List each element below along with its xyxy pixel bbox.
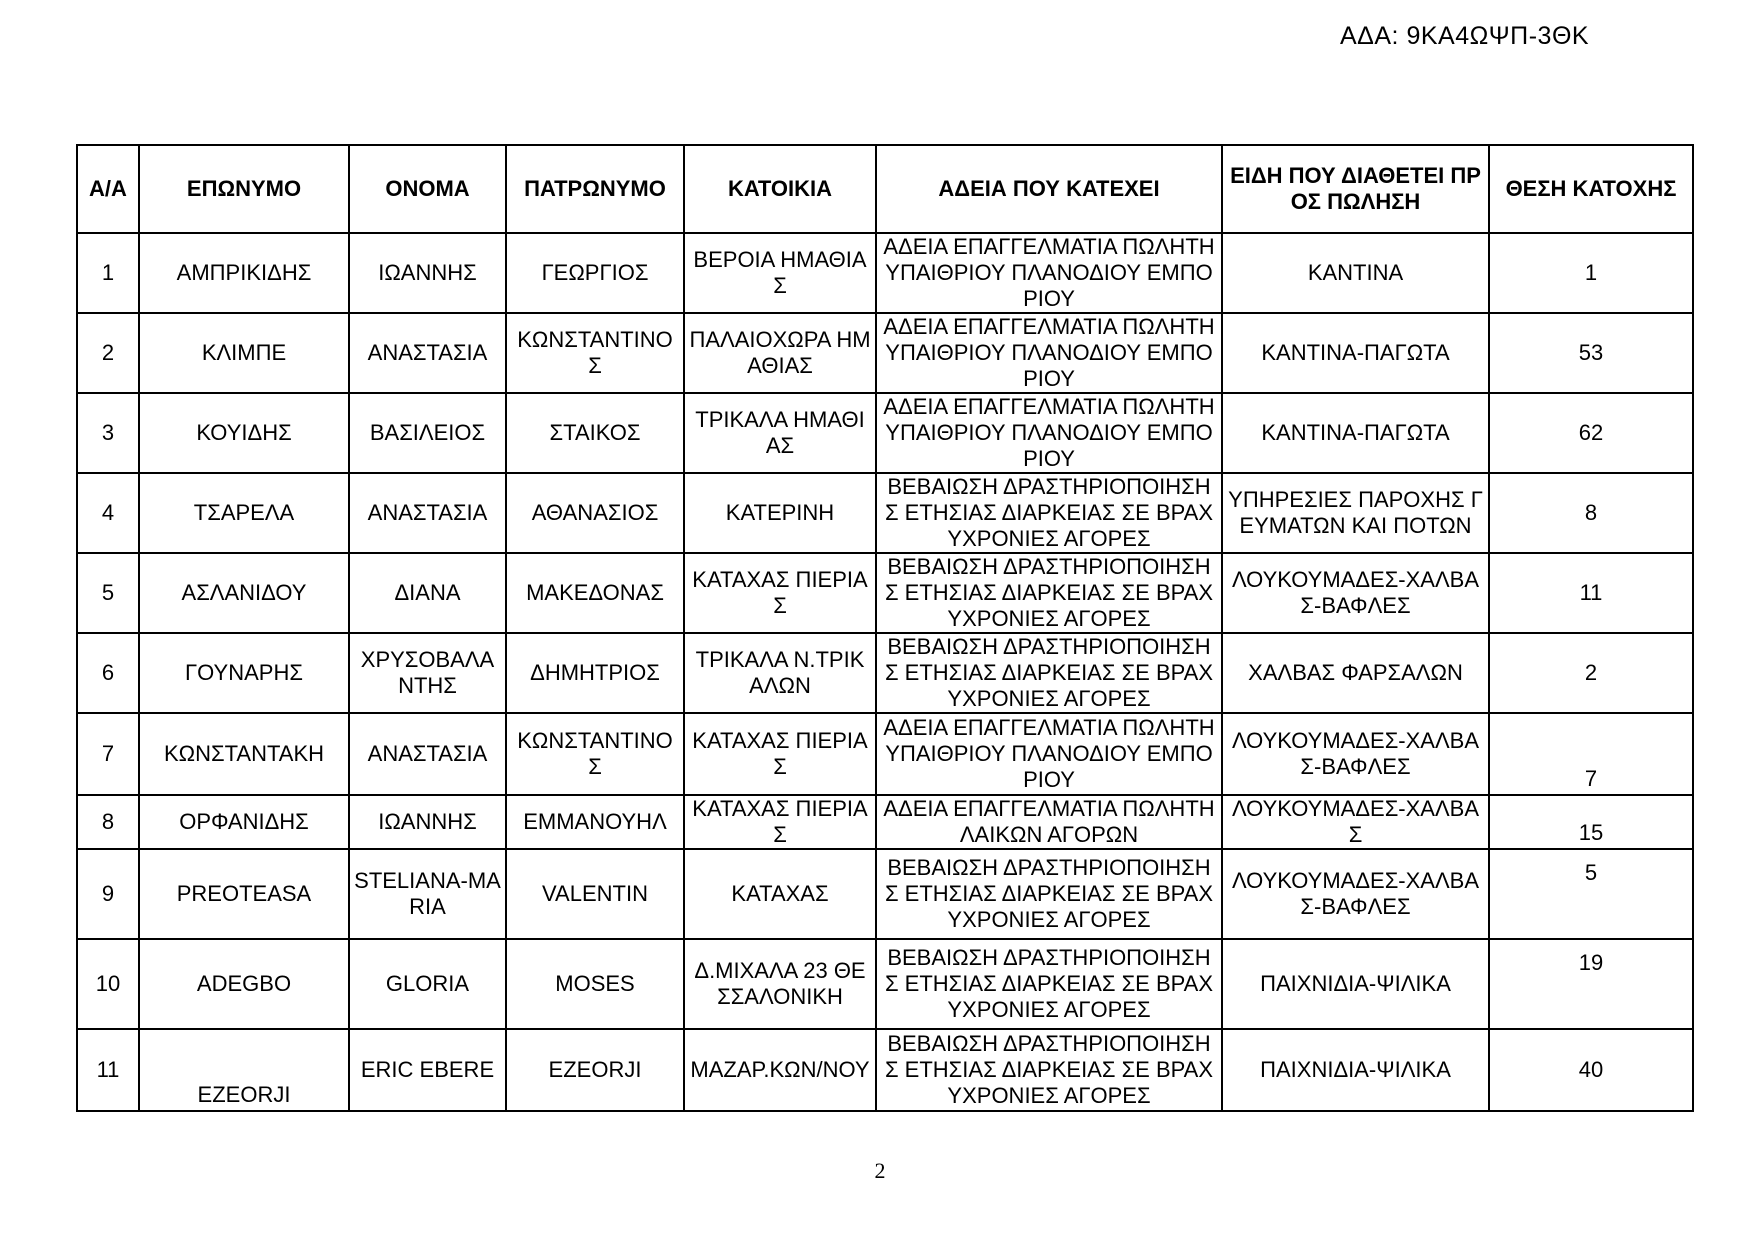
cell-onoma: ERIC EBERE bbox=[349, 1029, 506, 1111]
cell-aa: 11 bbox=[77, 1029, 139, 1111]
col-header-onoma: ΟΝΟΜΑ bbox=[349, 145, 506, 233]
cell-patronymo: ΔΗΜΗΤΡΙΟΣ bbox=[506, 633, 684, 713]
table-row bbox=[77, 795, 1693, 849]
cell-eponymo: ΚΩΝΣΤΑΝΤΑΚΗ bbox=[139, 713, 349, 795]
cell-eponymo: ΑΜΠΡΙΚΙΔΗΣ bbox=[139, 233, 349, 313]
ada-code: ΑΔΑ: 9ΚΑ4ΩΨΠ-3ΘΚ bbox=[1340, 22, 1590, 50]
cell-eidi: ΛΟΥΚΟΥΜΑΔΕΣ-ΧΑΛΒΑΣ-ΒΑΦΛΕΣ bbox=[1222, 713, 1489, 795]
cell-aa: 4 bbox=[77, 473, 139, 553]
cell-onoma: ΙΩΑΝΝΗΣ bbox=[349, 233, 506, 313]
cell-eidi: ΛΟΥΚΟΥΜΑΔΕΣ-ΧΑΛΒΑΣ-ΒΑΦΛΕΣ bbox=[1222, 849, 1489, 939]
cell-eponymo: ΑΣΛΑΝΙΔΟΥ bbox=[139, 553, 349, 633]
cell-eponymo: ΓΟΥΝΑΡΗΣ bbox=[139, 633, 349, 713]
cell-eponymo: ΟΡΦΑΝΙΔΗΣ bbox=[139, 795, 349, 849]
table-row bbox=[77, 473, 1693, 553]
cell-thesi: 53 bbox=[1489, 313, 1693, 393]
cell-eidi: ΚΑΝΤΙΝΑ-ΠΑΓΩΤΑ bbox=[1222, 313, 1489, 393]
col-header-katoikia: ΚΑΤΟΙΚΙΑ bbox=[684, 145, 876, 233]
cell-eidi: ΛΟΥΚΟΥΜΑΔΕΣ-ΧΑΛΒΑΣ bbox=[1222, 795, 1489, 849]
col-header-aa: Α/Α bbox=[77, 145, 139, 233]
cell-patronymo: ΣΤΑΙΚΟΣ bbox=[506, 393, 684, 473]
table-header-row bbox=[77, 145, 1693, 233]
cell-onoma: ΙΩΑΝΝΗΣ bbox=[349, 795, 506, 849]
cell-eidi: ΚΑΝΤΙΝΑ bbox=[1222, 233, 1489, 313]
cell-adeia: ΑΔΕΙΑ ΕΠΑΓΓΕΛΜΑΤΙΑ ΠΩΛΗΤΗ ΥΠΑΙΘΡΙΟΥ ΠΛΑΝΟΔΙΟΥ ΕΜΠΟΡΙΟΥ bbox=[876, 233, 1222, 313]
cell-katoikia: ΚΑΤΑΧΑΣ ΠΙΕΡΙΑΣ bbox=[684, 553, 876, 633]
cell-eidi: ΥΠΗΡΕΣΙΕΣ ΠΑΡΟΧΗΣ ΓΕΥΜΑΤΩΝ ΚΑΙ ΠΟΤΩΝ bbox=[1222, 473, 1489, 553]
cell-aa: 10 bbox=[77, 939, 139, 1029]
cell-aa: 9 bbox=[77, 849, 139, 939]
cell-adeia: ΒΕΒΑΙΩΣΗ ΔΡΑΣΤΗΡΙΟΠΟΙΗΣΗΣ ΕΤΗΣΙΑΣ ΔΙΑΡΚΕΙΑΣ ΣΕ ΒΡΑΧΥΧΡΟΝΙΕΣ ΑΓΟΡΕΣ bbox=[876, 1029, 1222, 1111]
cell-eidi: ΠΑΙΧΝΙΔΙΑ-ΨΙΛΙΚΑ bbox=[1222, 939, 1489, 1029]
cell-thesi: 40 bbox=[1489, 1029, 1693, 1111]
cell-onoma: ΔΙΑΝΑ bbox=[349, 553, 506, 633]
table-row bbox=[77, 233, 1693, 313]
cell-aa: 3 bbox=[77, 393, 139, 473]
cell-patronymo: VALENTIN bbox=[506, 849, 684, 939]
col-header-patronymo: ΠΑΤΡΩΝΥΜΟ bbox=[506, 145, 684, 233]
cell-patronymo: ΚΩΝΣΤΑΝΤΙΝΟΣ bbox=[506, 313, 684, 393]
cell-katoikia: ΚΑΤΑΧΑΣ bbox=[684, 849, 876, 939]
cell-patronymo: ΚΩΝΣΤΑΝΤΙΝΟΣ bbox=[506, 713, 684, 795]
table-row bbox=[77, 393, 1693, 473]
cell-eponymo: ΚΟΥΙΔΗΣ bbox=[139, 393, 349, 473]
cell-eidi: ΚΑΝΤΙΝΑ-ΠΑΓΩΤΑ bbox=[1222, 393, 1489, 473]
cell-thesi: 19 bbox=[1489, 939, 1693, 1029]
col-header-eidi: ΕΙΔΗ ΠΟΥ ΔΙΑΘΕΤΕΙ ΠΡΟΣ ΠΩΛΗΣΗ bbox=[1222, 145, 1489, 233]
cell-katoikia: Δ.ΜΙΧΑΛΑ 23 ΘΕΣΣΑΛΟΝΙΚΗ bbox=[684, 939, 876, 1029]
cell-adeia: ΒΕΒΑΙΩΣΗ ΔΡΑΣΤΗΡΙΟΠΟΙΗΣΗΣ ΕΤΗΣΙΑΣ ΔΙΑΡΚΕΙΑΣ ΣΕ ΒΡΑΧΥΧΡΟΝΙΕΣ ΑΓΟΡΕΣ bbox=[876, 939, 1222, 1029]
table-row bbox=[77, 1029, 1693, 1111]
cell-onoma: ΒΑΣΙΛΕΙΟΣ bbox=[349, 393, 506, 473]
cell-adeia: ΑΔΕΙΑ ΕΠΑΓΓΕΛΜΑΤΙΑ ΠΩΛΗΤΗ ΥΠΑΙΘΡΙΟΥ ΠΛΑΝΟΔΙΟΥ ΕΜΠΟΡΙΟΥ bbox=[876, 713, 1222, 795]
cell-patronymo: ΕΜΜΑΝΟΥΗΛ bbox=[506, 795, 684, 849]
cell-patronymo: EZEORJI bbox=[506, 1029, 684, 1111]
table-row bbox=[77, 849, 1693, 939]
cell-onoma: ΧΡΥΣΟΒΑΛΑΝΤΗΣ bbox=[349, 633, 506, 713]
table-row bbox=[77, 553, 1693, 633]
cell-aa: 6 bbox=[77, 633, 139, 713]
cell-eponymo: EZEORJI bbox=[139, 1029, 349, 1111]
table-row bbox=[77, 713, 1693, 795]
cell-patronymo: ΜΑΚΕΔΟΝΑΣ bbox=[506, 553, 684, 633]
col-header-adeia: ΑΔΕΙΑ ΠΟΥ ΚΑΤΕΧΕΙ bbox=[876, 145, 1222, 233]
cell-adeia: ΒΕΒΑΙΩΣΗ ΔΡΑΣΤΗΡΙΟΠΟΙΗΣΗΣ ΕΤΗΣΙΑΣ ΔΙΑΡΚΕΙΑΣ ΣΕ ΒΡΑΧΥΧΡΟΝΙΕΣ ΑΓΟΡΕΣ bbox=[876, 553, 1222, 633]
cell-thesi: 7 bbox=[1489, 713, 1693, 795]
cell-eidi: ΧΑΛΒΑΣ ΦΑΡΣΑΛΩΝ bbox=[1222, 633, 1489, 713]
col-header-thesi: ΘΕΣΗ ΚΑΤΟΧΗΣ bbox=[1489, 145, 1693, 233]
cell-adeia: ΑΔΕΙΑ ΕΠΑΓΓΕΛΜΑΤΙΑ ΠΩΛΗΤΗ ΛΑΙΚΩΝ ΑΓΟΡΩΝ bbox=[876, 795, 1222, 849]
table-row bbox=[77, 939, 1693, 1029]
page-number: 2 bbox=[874, 1158, 886, 1183]
cell-katoikia: ΚΑΤΕΡΙΝΗ bbox=[684, 473, 876, 553]
cell-eponymo: PREOTEASA bbox=[139, 849, 349, 939]
cell-eponymo: ΤΣΑΡΕΛΑ bbox=[139, 473, 349, 553]
cell-adeia: ΒΕΒΑΙΩΣΗ ΔΡΑΣΤΗΡΙΟΠΟΙΗΣΗΣ ΕΤΗΣΙΑΣ ΔΙΑΡΚΕΙΑΣ ΣΕ ΒΡΑΧΥΧΡΟΝΙΕΣ ΑΓΟΡΕΣ bbox=[876, 633, 1222, 713]
cell-katoikia: ΒΕΡΟΙΑ ΗΜΑΘΙΑΣ bbox=[684, 233, 876, 313]
cell-onoma: ΑΝΑΣΤΑΣΙΑ bbox=[349, 473, 506, 553]
cell-thesi: 5 bbox=[1489, 849, 1693, 939]
cell-eidi: ΠΑΙΧΝΙΔΙΑ-ΨΙΛΙΚΑ bbox=[1222, 1029, 1489, 1111]
cell-adeia: ΑΔΕΙΑ ΕΠΑΓΓΕΛΜΑΤΙΑ ΠΩΛΗΤΗ ΥΠΑΙΘΡΙΟΥ ΠΛΑΝΟΔΙΟΥ ΕΜΠΟΡΙΟΥ bbox=[876, 313, 1222, 393]
cell-katoikia: ΤΡΙΚΑΛΑ ΗΜΑΘΙΑΣ bbox=[684, 393, 876, 473]
table-row bbox=[77, 313, 1693, 393]
col-header-eponymo: ΕΠΩΝΥΜΟ bbox=[139, 145, 349, 233]
cell-aa: 2 bbox=[77, 313, 139, 393]
cell-patronymo: ΓΕΩΡΓΙΟΣ bbox=[506, 233, 684, 313]
cell-katoikia: ΠΑΛΑΙΟΧΩΡΑ ΗΜΑΘΙΑΣ bbox=[684, 313, 876, 393]
cell-onoma: ΑΝΑΣΤΑΣΙΑ bbox=[349, 313, 506, 393]
cell-patronymo: ΑΘΑΝΑΣΙΟΣ bbox=[506, 473, 684, 553]
cell-onoma: GLORIA bbox=[349, 939, 506, 1029]
cell-katoikia: ΚΑΤΑΧΑΣ ΠΙΕΡΙΑΣ bbox=[684, 795, 876, 849]
cell-thesi: 1 bbox=[1489, 233, 1693, 313]
cell-adeia: ΑΔΕΙΑ ΕΠΑΓΓΕΛΜΑΤΙΑ ΠΩΛΗΤΗ ΥΠΑΙΘΡΙΟΥ ΠΛΑΝΟΔΙΟΥ ΕΜΠΟΡΙΟΥ bbox=[876, 393, 1222, 473]
cell-adeia: ΒΕΒΑΙΩΣΗ ΔΡΑΣΤΗΡΙΟΠΟΙΗΣΗΣ ΕΤΗΣΙΑΣ ΔΙΑΡΚΕΙΑΣ ΣΕ ΒΡΑΧΥΧΡΟΝΙΕΣ ΑΓΟΡΕΣ bbox=[876, 473, 1222, 553]
cell-katoikia: ΜΑΖΑΡ.ΚΩΝ/ΝΟΥ bbox=[684, 1029, 876, 1111]
cell-thesi: 8 bbox=[1489, 473, 1693, 553]
cell-adeia: ΒΕΒΑΙΩΣΗ ΔΡΑΣΤΗΡΙΟΠΟΙΗΣΗΣ ΕΤΗΣΙΑΣ ΔΙΑΡΚΕΙΑΣ ΣΕ ΒΡΑΧΥΧΡΟΝΙΕΣ ΑΓΟΡΕΣ bbox=[876, 849, 1222, 939]
vendor-register-table bbox=[76, 144, 1694, 1112]
cell-aa: 8 bbox=[77, 795, 139, 849]
cell-onoma: ΑΝΑΣΤΑΣΙΑ bbox=[349, 713, 506, 795]
cell-thesi: 62 bbox=[1489, 393, 1693, 473]
cell-thesi: 15 bbox=[1489, 795, 1693, 849]
cell-thesi: 2 bbox=[1489, 633, 1693, 713]
cell-eponymo: ΚΛΙΜΠΕ bbox=[139, 313, 349, 393]
cell-aa: 5 bbox=[77, 553, 139, 633]
cell-katoikia: ΤΡΙΚΑΛΑ Ν.ΤΡΙΚΑΛΩΝ bbox=[684, 633, 876, 713]
cell-eidi: ΛΟΥΚΟΥΜΑΔΕΣ-ΧΑΛΒΑΣ-ΒΑΦΛΕΣ bbox=[1222, 553, 1489, 633]
cell-aa: 7 bbox=[77, 713, 139, 795]
cell-thesi: 11 bbox=[1489, 553, 1693, 633]
cell-aa: 1 bbox=[77, 233, 139, 313]
cell-onoma: STELIANA-MARIA bbox=[349, 849, 506, 939]
cell-eponymo: ADEGBO bbox=[139, 939, 349, 1029]
cell-patronymo: MOSES bbox=[506, 939, 684, 1029]
cell-katoikia: ΚΑΤΑΧΑΣ ΠΙΕΡΙΑΣ bbox=[684, 713, 876, 795]
table-row bbox=[77, 633, 1693, 713]
